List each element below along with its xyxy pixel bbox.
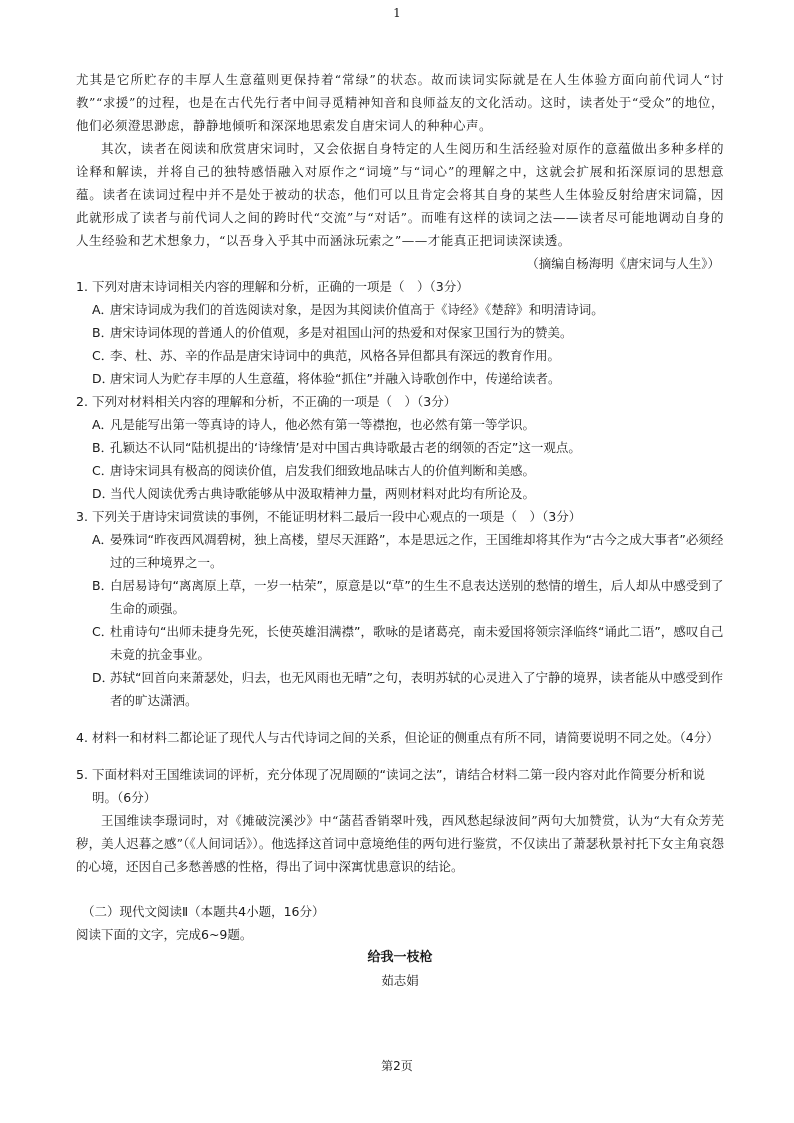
option-label: B． xyxy=(92,578,114,593)
question-number: 5. xyxy=(76,767,88,782)
question-5-material: 王国维读李璟词时，对《摊破浣溪沙》中“菡萏香销翠叶残，西风愁起绿波间”两句大加赞赏，认为“大有众芳芜秽，美人迟暮之感”（《人间词话》）。他选择这首词中意境绝佳的两句进行鉴赏，不仅读出了萧瑟秋景衬托下女主角哀怨的心境，还因自己多愁善感的性格，得出了词中深寓忧患意识的结论。 xyxy=(76,813,724,874)
option-text: 唐宋诗词成为我们的首选阅读对象，是因为其阅读价值高于《诗经》《楚辞》和明清诗词。 xyxy=(110,302,604,317)
option-text: 孔颖达不认同“陆机提出的‘诗缘情’是对中国古典诗歌最古老的纲领的否定”这一观点。 xyxy=(110,440,581,455)
page-marker: 1 xyxy=(393,6,401,20)
option-text: 晏殊词“昨夜西风凋碧树，独上高楼，望尽天涯路”，本是思远之作，王国维却将其作为“古今之成大事者”必须经过的三种境界之一。 xyxy=(110,532,724,570)
question-number: 3. xyxy=(76,509,88,524)
question-1 xyxy=(76,275,724,390)
option-text: 苏轼“回首向来萧瑟处，归去，也无风雨也无晴”之句，表明苏轼的心灵进入了宁静的境界，读者能从中感受到作者的旷达潇洒。 xyxy=(110,670,723,708)
option-text: 凡是能写出第一等真诗的诗人，他必然有第一等襟抱，也必然有第一等学识。 xyxy=(110,417,536,432)
option-label: C． xyxy=(92,348,114,363)
question-number: 2. xyxy=(76,394,88,409)
passage-source: （摘编自杨海明《唐宋词与人生》） xyxy=(526,256,720,271)
option-label: D． xyxy=(92,670,115,685)
question-4 xyxy=(76,726,724,749)
article-author: 茹志娟 xyxy=(381,973,419,988)
option-label: A． xyxy=(92,302,114,317)
article-title: 给我一枝枪 xyxy=(367,950,433,965)
option-text: 唐诗宋词具有极高的阅读价值，启发我们细致地品味古人的价值判断和美感。 xyxy=(110,463,536,478)
option-label: D． xyxy=(92,486,115,501)
question-5 xyxy=(76,763,724,878)
option-label: C． xyxy=(92,463,114,478)
document-content xyxy=(76,68,724,992)
passage-paragraph-2: 其次，读者在阅读和欣赏唐宋词时，又会依据自身特定的人生阅历和生活经验对原作的意蕴做出多种多样的诠释和解读，并将自己的独特感悟融入对原作之“词境”与“词心”的理解之中，这就会扩展和拓深原词的思想意蕴。读者在读词过程中并不是处于被动的状态，他们可以且肯定会将其自身的某些人生体验反射给唐宋词篇，因此就形成了读者与前代词人之间的跨时代“交流”与“对话”。而唯有这样的读词之法——读者尽可能地调动自身的人生经验和艺术想象力，“以吾身入乎其中而涵泳玩索之”——才能真正把词读深读透。 xyxy=(76,141,724,248)
option-text: 白居易诗句“离离原上草，一岁一枯荣”，原意是以“草”的生生不息表达送别的愁情的增生，后人却从中感受到了生命的顽强。 xyxy=(110,578,724,616)
question-stem: 下列对唐末诗词相关内容的理解和分析，正确的一项是（ ）（3分） xyxy=(92,279,469,294)
option-text: 当代人阅读优秀古典诗歌能够从中汲取精神力量，两则材料对此均有所论及。 xyxy=(110,486,536,501)
question-stem: 下面材料对王国维读词的评析，充分体现了况周颐的“读词之法”，请结合材料二第一段内容对此作简要分析和说明。（6分） xyxy=(92,767,705,805)
section-instruction: 阅读下面的文字，完成6~9题。 xyxy=(76,927,253,942)
passage-paragraph-1: 尤其是它所贮存的丰厚人生意蕴则更保持着“常绿”的状态。故而读词实际就是在人生体验方面向前代词人“讨教”“求援”的过程，也是在古代先行者中间寻觅精神知音和良师益友的文化活动。这时，读者处于“受众”的地位，他们必须澄思渺虑，静静地倾听和深深地思索发自唐宋词人的种种心声。 xyxy=(76,72,724,133)
option-text: 唐宋诗词体现的普通人的价值观，多是对祖国山河的热爱和对保家卫国行为的赞美。 xyxy=(110,325,573,340)
question-stem: 下列关于唐诗宋词赏读的事例，不能证明材料二最后一段中心观点的一项是（ ）（3分） xyxy=(92,509,582,524)
option-text: 李、杜、苏、辛的作品是唐宋诗词中的典范，风格各异但都具有深远的教育作用。 xyxy=(110,348,561,363)
option-text: 杜甫诗句“出师未捷身先死，长使英雄泪满襟”，歌咏的是诸葛亮，南未爱国将领宗泽临终“诵此二语”，感叹自己未竟的抗金事业。 xyxy=(110,624,724,662)
option-text: 唐宋词人为贮存丰厚的人生意蕴，将体验“抓住”并融入诗歌创作中，传递给读者。 xyxy=(110,371,561,386)
option-label: A． xyxy=(92,532,114,547)
section-2 xyxy=(76,900,724,992)
option-label: D． xyxy=(92,371,115,386)
option-label: C． xyxy=(92,624,114,639)
question-stem: 下列对材料相关内容的理解和分析，不正确的一项是（ ）（3分） xyxy=(92,394,457,409)
option-label: B． xyxy=(92,440,114,455)
section-heading: （二）现代文阅读Ⅱ（本题共4小题，16分） xyxy=(82,904,325,919)
option-label: A． xyxy=(92,417,114,432)
page-footer: 第2页 xyxy=(381,1059,413,1073)
question-number: 1. xyxy=(76,279,88,294)
question-2 xyxy=(76,390,724,505)
question-number: 4. xyxy=(76,730,88,745)
option-label: B． xyxy=(92,325,114,340)
question-3 xyxy=(76,505,724,712)
question-stem: 材料一和材料二都论证了现代人与古代诗词之间的关系，但论证的侧重点有所不同，请简要说明不同之处。（4分） xyxy=(92,730,719,745)
